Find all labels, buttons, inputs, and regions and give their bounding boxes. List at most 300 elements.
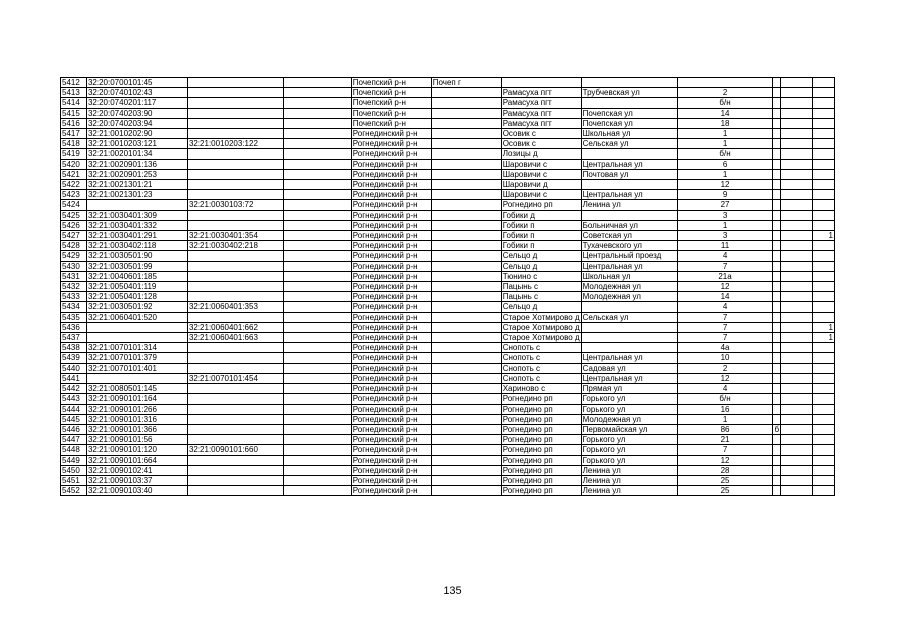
table-cell: 7 xyxy=(677,312,773,322)
table-cell: Сельцо д xyxy=(501,302,581,312)
table-cell xyxy=(773,373,781,383)
table-cell xyxy=(773,414,781,424)
table-cell xyxy=(773,394,781,404)
table-cell: Снопоть с xyxy=(501,343,581,353)
table-cell xyxy=(283,98,351,108)
table-cell xyxy=(187,424,283,434)
table-cell xyxy=(187,78,283,88)
table-cell xyxy=(813,404,835,414)
table-cell xyxy=(283,353,351,363)
table-cell: Рогнединский р-н xyxy=(351,200,431,210)
table-cell xyxy=(187,404,283,414)
table-cell: Трубчевская ул xyxy=(581,88,677,98)
table-cell xyxy=(431,486,501,496)
table-cell xyxy=(431,292,501,302)
table-cell: Рогнединский р-н xyxy=(351,445,431,455)
table-cell xyxy=(283,108,351,118)
table-cell: 21 xyxy=(677,435,773,445)
table-cell xyxy=(813,465,835,475)
table-cell: Осовик с xyxy=(501,129,581,139)
table-cell: 12 xyxy=(677,455,773,465)
table-cell xyxy=(187,180,283,190)
table-cell: 5436 xyxy=(61,322,87,332)
table-cell: Центральная ул xyxy=(581,373,677,383)
table-cell xyxy=(283,241,351,251)
table-cell: 11 xyxy=(677,241,773,251)
table-cell xyxy=(813,251,835,261)
table-cell: Рамасуха пгт xyxy=(501,118,581,128)
table-cell xyxy=(773,149,781,159)
table-cell xyxy=(283,190,351,200)
table-cell: Рогнедино рп xyxy=(501,404,581,414)
table-cell xyxy=(781,271,813,281)
table-cell xyxy=(187,251,283,261)
table-cell: Тухачевского ул xyxy=(581,241,677,251)
table-cell: 5439 xyxy=(61,353,87,363)
table-cell: 5425 xyxy=(61,210,87,220)
table-cell xyxy=(773,302,781,312)
table-cell: Шаровичи с xyxy=(501,169,581,179)
table-cell: 7 xyxy=(677,333,773,343)
table-cell xyxy=(781,302,813,312)
table-cell: 32:21:0021301:21 xyxy=(86,180,187,190)
table-cell xyxy=(283,302,351,312)
table-row xyxy=(61,353,905,363)
table-cell xyxy=(283,424,351,434)
table-cell xyxy=(187,435,283,445)
table-cell xyxy=(781,190,813,200)
table-cell: Рогнедино рп xyxy=(501,435,581,445)
table-cell xyxy=(773,108,781,118)
table-cell xyxy=(773,190,781,200)
table-cell xyxy=(187,210,283,220)
table-row xyxy=(61,159,905,169)
table-cell: 5422 xyxy=(61,180,87,190)
table-cell xyxy=(781,220,813,230)
table-cell: 5442 xyxy=(61,384,87,394)
table-cell xyxy=(86,373,187,383)
table-cell: 12 xyxy=(677,282,773,292)
table-cell: 5444 xyxy=(61,404,87,414)
table-cell xyxy=(431,129,501,139)
table-cell xyxy=(283,169,351,179)
table-cell xyxy=(813,210,835,220)
table-cell xyxy=(813,292,835,302)
table-cell: Рогнединский р-н xyxy=(351,139,431,149)
table-cell: Первомайская ул xyxy=(581,424,677,434)
table-row xyxy=(61,312,905,322)
table-cell xyxy=(431,271,501,281)
table-row xyxy=(61,424,905,434)
table-cell xyxy=(781,424,813,434)
table-cell: б/н xyxy=(677,98,773,108)
table-cell: Рогнединский р-н xyxy=(351,251,431,261)
table-cell: Рамасуха пгт xyxy=(501,88,581,98)
table-row xyxy=(61,271,905,281)
table-cell xyxy=(813,486,835,496)
table-cell: Горького ул xyxy=(581,435,677,445)
table-cell xyxy=(187,129,283,139)
table-cell: 32:21:0090101:56 xyxy=(86,435,187,445)
table-cell xyxy=(283,129,351,139)
table-cell: 5418 xyxy=(61,139,87,149)
table-cell: 7 xyxy=(677,322,773,332)
table-cell xyxy=(283,475,351,485)
table-cell: Рогнединский р-н xyxy=(351,455,431,465)
table-cell xyxy=(283,445,351,455)
table-cell xyxy=(773,322,781,332)
table-cell: 5417 xyxy=(61,129,87,139)
table-cell xyxy=(283,363,351,373)
table-cell xyxy=(581,333,677,343)
table-cell: 32:21:0010203:121 xyxy=(86,139,187,149)
table-cell: Лозицы д xyxy=(501,149,581,159)
table-cell: Рогнединский р-н xyxy=(351,322,431,332)
table-cell: 28 xyxy=(677,465,773,475)
table-cell xyxy=(781,129,813,139)
table-cell: Почепский р-н xyxy=(351,78,431,88)
table-cell xyxy=(86,200,187,210)
table-cell xyxy=(781,241,813,251)
table-cell xyxy=(773,486,781,496)
register-table xyxy=(60,77,905,496)
table-cell: Рогнединский р-н xyxy=(351,465,431,475)
table-cell xyxy=(431,465,501,475)
table-cell xyxy=(773,231,781,241)
table-cell xyxy=(781,435,813,445)
table-cell: Тюнино с xyxy=(501,271,581,281)
table-cell: Рогнединский р-н xyxy=(351,292,431,302)
table-cell: Рогнедино рп xyxy=(501,486,581,496)
table-cell: Рамасуха пгт xyxy=(501,98,581,108)
table-cell: 5450 xyxy=(61,465,87,475)
table-cell xyxy=(283,200,351,210)
table-cell: Рогнединский р-н xyxy=(351,424,431,434)
table-cell: Рогнединский р-н xyxy=(351,353,431,363)
table-row xyxy=(61,292,905,302)
table-row xyxy=(61,108,905,118)
table-cell xyxy=(813,302,835,312)
table-cell xyxy=(283,210,351,220)
table-cell xyxy=(431,88,501,98)
table-cell: 86 xyxy=(677,424,773,434)
table-cell: 5426 xyxy=(61,220,87,230)
table-cell xyxy=(773,251,781,261)
table-cell xyxy=(813,159,835,169)
table-cell xyxy=(773,88,781,98)
table-cell xyxy=(813,384,835,394)
table-cell: Горького ул xyxy=(581,404,677,414)
table-cell: Старое Хотмирово д xyxy=(502,333,580,343)
table-cell: Ленина ул xyxy=(581,486,677,496)
table-cell xyxy=(431,353,501,363)
table-cell: Рогнединский р-н xyxy=(351,241,431,251)
table-cell xyxy=(773,343,781,353)
table-cell: Рогнедино рп xyxy=(501,475,581,485)
table-cell xyxy=(773,200,781,210)
table-cell xyxy=(781,261,813,271)
table-row xyxy=(61,98,905,108)
table-cell xyxy=(813,455,835,465)
table-cell xyxy=(431,363,501,373)
table-cell xyxy=(431,343,501,353)
table-cell: Центральная ул xyxy=(581,159,677,169)
table-cell: 32:21:0050401:119 xyxy=(86,282,187,292)
table-row xyxy=(61,475,905,485)
table-cell: 5448 xyxy=(61,445,87,455)
table-cell xyxy=(773,282,781,292)
table-cell: 5445 xyxy=(61,414,87,424)
table-cell xyxy=(773,261,781,271)
table-cell xyxy=(773,139,781,149)
table-row xyxy=(61,129,905,139)
table-cell xyxy=(781,445,813,455)
table-cell: Сельцо д xyxy=(501,251,581,261)
table-cell xyxy=(283,271,351,281)
table-cell xyxy=(813,220,835,230)
table-cell xyxy=(283,455,351,465)
table-cell xyxy=(781,108,813,118)
table-cell xyxy=(431,200,501,210)
table-cell xyxy=(431,322,501,332)
table-cell xyxy=(813,78,835,88)
table-cell xyxy=(431,190,501,200)
table-cell xyxy=(283,343,351,353)
table-row xyxy=(61,169,905,179)
table-cell xyxy=(813,394,835,404)
table-cell xyxy=(781,231,813,241)
table-cell: Рогнедино рп xyxy=(501,200,581,210)
table-cell: Рамасуха пгт xyxy=(501,108,581,118)
table-cell: Прямая ул xyxy=(581,384,677,394)
table-cell xyxy=(431,231,501,241)
table-cell: 32:21:0070101:379 xyxy=(86,353,187,363)
table-cell xyxy=(781,200,813,210)
table-cell xyxy=(773,78,781,88)
table-cell: 12 xyxy=(677,373,773,383)
table-row xyxy=(61,435,905,445)
table-cell: Молодежная ул xyxy=(581,292,677,302)
table-cell: Рогнединский р-н xyxy=(351,394,431,404)
table-cell xyxy=(773,404,781,414)
table-cell: Советская ул xyxy=(581,231,677,241)
table-cell xyxy=(781,78,813,88)
table-cell xyxy=(781,455,813,465)
table-cell: Рогнединский р-н xyxy=(351,414,431,424)
table-cell: Рогнединский р-н xyxy=(351,486,431,496)
table-cell xyxy=(773,445,781,455)
table-cell: 32:21:0060401:663 xyxy=(187,333,283,343)
table-cell xyxy=(187,118,283,128)
table-cell: б/н xyxy=(677,394,773,404)
table-cell xyxy=(773,98,781,108)
table-cell xyxy=(86,322,187,332)
table-cell: Гобики д xyxy=(501,210,581,220)
table-row xyxy=(61,302,905,312)
table-row xyxy=(61,282,905,292)
table-cell: Рогнединский р-н xyxy=(351,149,431,159)
table-cell xyxy=(813,261,835,271)
table-cell: Почепский р-н xyxy=(351,108,431,118)
table-cell xyxy=(781,312,813,322)
table-row xyxy=(61,261,905,271)
table-cell xyxy=(187,261,283,271)
table-cell xyxy=(781,88,813,98)
table-cell: 7 xyxy=(677,445,773,455)
table-cell: 5440 xyxy=(61,363,87,373)
table-row xyxy=(61,414,905,424)
table-cell xyxy=(283,231,351,241)
table-cell: 2 xyxy=(677,363,773,373)
table-row xyxy=(61,384,905,394)
table-cell xyxy=(781,282,813,292)
table-cell xyxy=(781,353,813,363)
table-cell xyxy=(581,210,677,220)
table-cell xyxy=(781,210,813,220)
table-cell xyxy=(781,292,813,302)
table-cell xyxy=(773,333,781,343)
table-cell: 5424 xyxy=(61,200,87,210)
table-cell: 32:21:0030401:291 xyxy=(86,231,187,241)
table-cell xyxy=(283,322,351,332)
table-cell xyxy=(431,302,501,312)
table-cell: Шаровичи с xyxy=(501,190,581,200)
table-cell: 5452 xyxy=(61,486,87,496)
table-cell xyxy=(813,373,835,383)
table-cell: 25 xyxy=(677,486,773,496)
table-cell xyxy=(781,98,813,108)
table-cell: 27 xyxy=(677,200,773,210)
table-cell: 5447 xyxy=(61,435,87,445)
table-row xyxy=(61,231,905,241)
table-cell: Горького ул xyxy=(581,445,677,455)
table-cell xyxy=(187,190,283,200)
table-cell: Рогнединский р-н xyxy=(351,435,431,445)
table-cell xyxy=(813,435,835,445)
table-cell: 5435 xyxy=(61,312,87,322)
table-cell: Рогнединский р-н xyxy=(351,220,431,230)
table-cell: б xyxy=(774,424,780,434)
table-row xyxy=(61,190,905,200)
table-cell: Гобики п xyxy=(501,231,581,241)
table-cell: 5446 xyxy=(61,424,87,434)
table-cell xyxy=(773,129,781,139)
table-cell: 32:21:0070101:401 xyxy=(86,363,187,373)
table-cell xyxy=(187,98,283,108)
table-cell: Почепский р-н xyxy=(351,118,431,128)
table-cell: 32:20:0740203:94 xyxy=(86,118,187,128)
table-cell: 4 xyxy=(677,302,773,312)
table-cell: Рогнединский р-н xyxy=(351,190,431,200)
table-cell xyxy=(431,414,501,424)
table-cell xyxy=(187,220,283,230)
table-cell: 5437 xyxy=(61,333,87,343)
table-row xyxy=(61,88,905,98)
table-cell: 5432 xyxy=(61,282,87,292)
table-cell xyxy=(781,322,813,332)
table-cell xyxy=(813,445,835,455)
table-cell xyxy=(581,322,677,332)
table-cell: 14 xyxy=(677,292,773,302)
table-cell: 32:21:0030402:218 xyxy=(187,241,283,251)
table-cell xyxy=(773,241,781,251)
table-cell: 32:21:0080501:145 xyxy=(86,384,187,394)
table-row xyxy=(61,251,905,261)
table-cell xyxy=(781,251,813,261)
table-cell: Рогнединский р-н xyxy=(351,404,431,414)
register-table-body xyxy=(61,78,905,496)
table-cell: 1 xyxy=(677,129,773,139)
table-cell: Рогнедино рп xyxy=(501,394,581,404)
table-cell xyxy=(773,455,781,465)
table-cell xyxy=(431,404,501,414)
table-cell: 2 xyxy=(677,88,773,98)
table-cell xyxy=(86,333,187,343)
table-cell xyxy=(813,363,835,373)
table-cell xyxy=(187,149,283,159)
table-cell: Пацынь с xyxy=(501,292,581,302)
table-cell: Рогнединский р-н xyxy=(351,333,431,343)
table-cell: 9 xyxy=(677,190,773,200)
table-row xyxy=(61,241,905,251)
table-cell: 25 xyxy=(677,475,773,485)
table-cell xyxy=(813,180,835,190)
table-cell xyxy=(431,149,501,159)
table-cell: Рогнединский р-н xyxy=(351,231,431,241)
table-cell xyxy=(813,241,835,251)
table-cell xyxy=(431,251,501,261)
table-cell: 1 xyxy=(677,169,773,179)
table-cell xyxy=(813,118,835,128)
table-cell xyxy=(431,475,501,485)
table-cell xyxy=(773,220,781,230)
table-cell: 5449 xyxy=(61,455,87,465)
table-cell: 12 xyxy=(677,180,773,190)
table-cell: 5428 xyxy=(61,241,87,251)
table-cell: 5434 xyxy=(61,302,87,312)
table-cell xyxy=(187,88,283,98)
table-cell: 5412 xyxy=(61,78,87,88)
table-cell xyxy=(813,129,835,139)
table-cell: 5430 xyxy=(61,261,87,271)
table-cell: б/н xyxy=(677,149,773,159)
table-cell: Горького ул xyxy=(581,394,677,404)
table-cell xyxy=(813,424,835,434)
table-cell xyxy=(431,445,501,455)
table-cell: 32:21:0030402:118 xyxy=(86,241,187,251)
table-cell xyxy=(781,149,813,159)
table-cell xyxy=(781,414,813,424)
table-row xyxy=(61,394,905,404)
table-cell xyxy=(501,78,581,88)
table-cell: Рогнединский р-н xyxy=(351,261,431,271)
table-cell: Снопоть с xyxy=(501,353,581,363)
table-cell xyxy=(431,241,501,251)
table-cell: 4а xyxy=(677,343,773,353)
table-cell xyxy=(813,312,835,322)
table-cell xyxy=(581,343,677,353)
table-cell: 32:21:0090103:40 xyxy=(86,486,187,496)
table-row xyxy=(61,200,905,210)
table-cell: 32:21:0020901:253 xyxy=(86,169,187,179)
table-cell: 32:20:0740102:43 xyxy=(86,88,187,98)
table-cell xyxy=(781,159,813,169)
table-cell xyxy=(773,353,781,363)
table-cell xyxy=(813,98,835,108)
table-cell: Рогнединский р-н xyxy=(351,282,431,292)
table-cell: Почепская ул xyxy=(581,108,677,118)
table-cell xyxy=(283,220,351,230)
